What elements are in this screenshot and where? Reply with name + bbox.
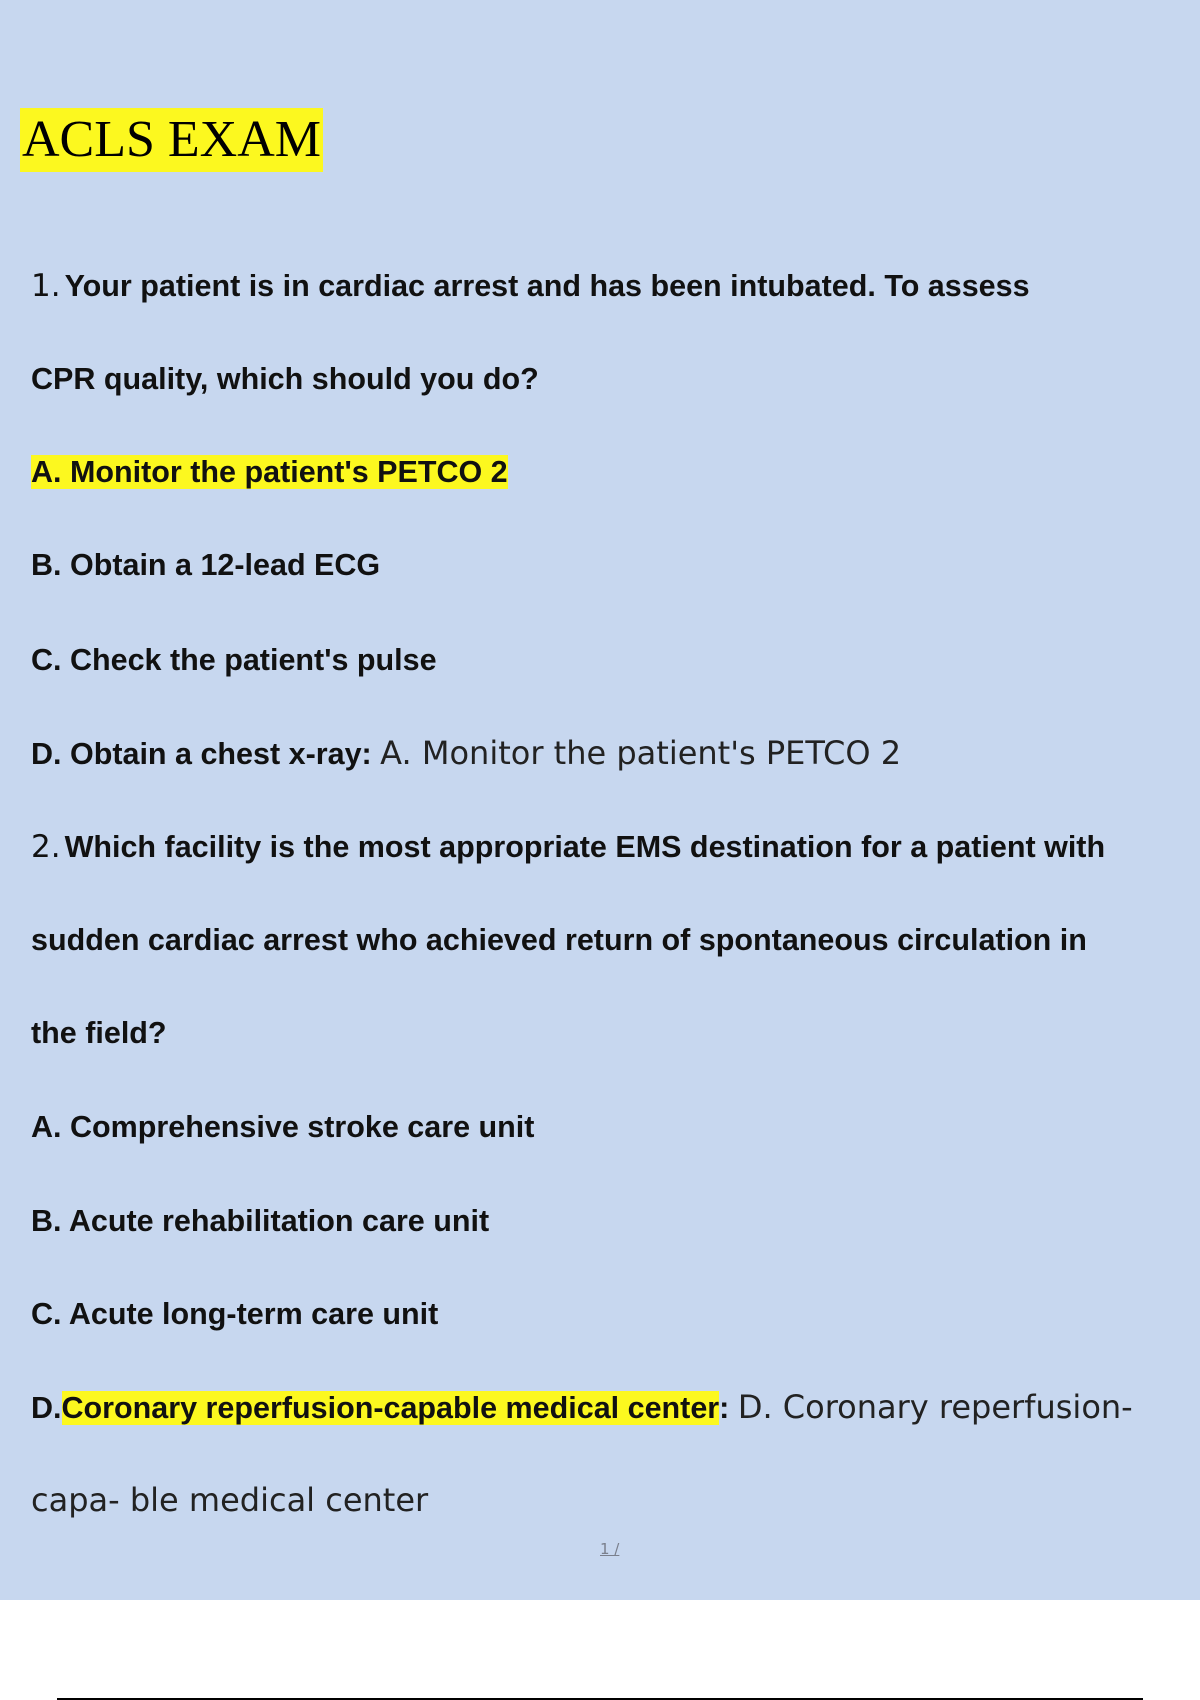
question-2-option-d-colon: : <box>719 1391 730 1425</box>
question-2-line-3: the field? <box>31 1016 167 1050</box>
page-number: 1 / <box>600 1540 620 1558</box>
question-2-option-c: C. Acute long-term care unit <box>31 1297 439 1331</box>
document-title: ACLS EXAM <box>20 108 323 172</box>
question-1-option-a <box>31 452 508 492</box>
question-2-option-d-highlight: Coronary reperfusion-capable medical center <box>61 1391 720 1425</box>
question-1-option-a-highlight: A. Monitor the patient's PETCO 2 <box>31 455 508 489</box>
question-1-option-d <box>31 733 901 774</box>
question-1-option-b: B. Obtain a 12-lead ECG <box>31 548 381 582</box>
question-2-option-a: A. Comprehensive stroke care unit <box>31 1110 535 1144</box>
question-1-number: 1. <box>31 268 61 304</box>
question-2-answer-line-2: capa- ble medical center <box>31 1481 429 1519</box>
question-2-option-b: B. Acute rehabilitation care unit <box>31 1204 490 1238</box>
question-2-line-2: sudden cardiac arrest who achieved return of spontaneous circulation in <box>31 923 1087 957</box>
question-2-answer-line-1: D. Coronary reperfusion- <box>737 1388 1133 1426</box>
question-1-line-2: CPR quality, which should you do? <box>31 362 539 396</box>
question-2-option-d <box>31 1387 1133 1428</box>
question-1-line-1 <box>31 266 1030 306</box>
question-1-answer: A. Monitor the patient's PETCO 2 <box>380 734 902 772</box>
question-1-option-d-text: D. Obtain a chest x-ray: <box>31 737 372 771</box>
question-2-line-1 <box>31 827 1105 867</box>
question-2-number: 2. <box>31 829 61 865</box>
question-2-text: Which facility is the most appropriate EMS destination for a patient with <box>64 830 1106 864</box>
question-2-option-d-prefix: D. <box>31 1391 62 1425</box>
question-1-option-c: C. Check the patient's pulse <box>31 643 437 677</box>
question-1-text: Your patient is in cardiac arrest and has been intubated. To assess <box>64 269 1030 303</box>
question-2-answer-continuation <box>31 1480 428 1521</box>
